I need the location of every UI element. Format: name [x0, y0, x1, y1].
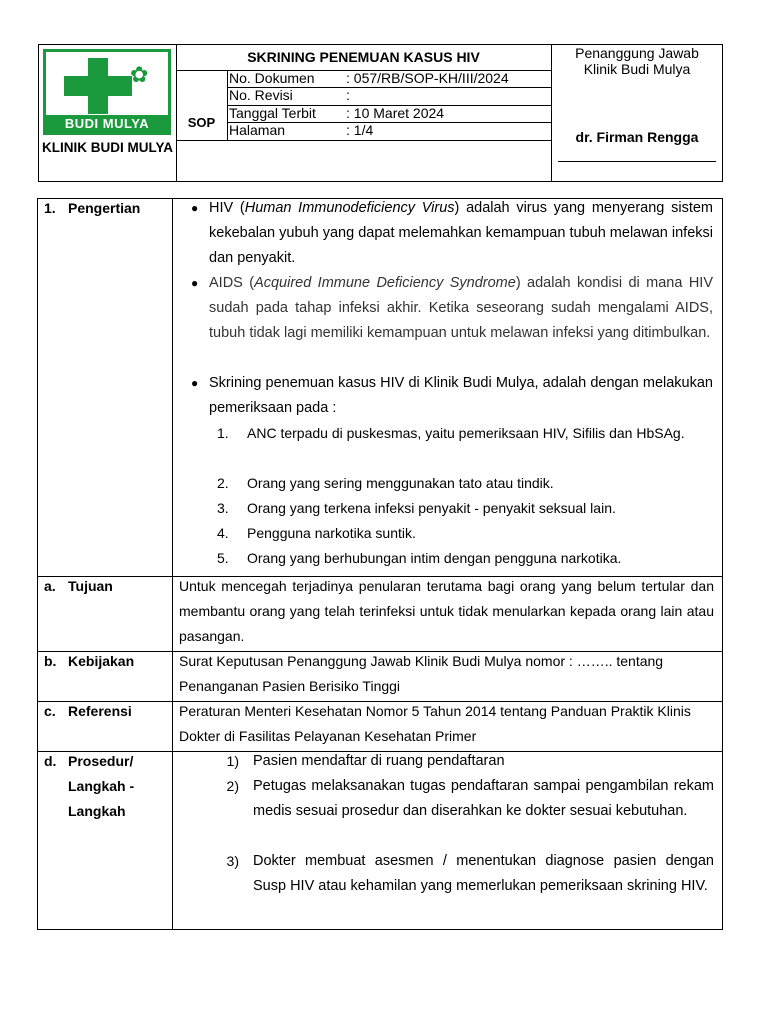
procedure-step: Petugas melaksanakan tugas pendaftaran sampai pengambilan rekam medis sesuai prosedur dan diserahkan ke dokter sesuai kebutuhan. [253, 778, 714, 819]
clinic-name: KLINIK BUDI MULYA [41, 140, 173, 155]
definition-aids: AIDS (Acquired Immune Deficiency Syndrome) adalah kondisi di mana HIV sudah pada tahap infeksi akhir. Ketika seseorang sudah mengalami AIDS, tubuh tidak lagi memiliki kemampuan untuk melawan infeksi yang ditimbulkan. [209, 275, 713, 341]
section-pengertian-label: 1. Pengertian [44, 200, 141, 216]
screening-description: Skrining penemuan kasus HIV di Klinik Budi Mulya, adalah dengan melakukan pemeriksaan pada : [209, 375, 713, 416]
responsible-title: Penanggung Jawab Klinik Budi Mulya [575, 45, 699, 77]
definition-hiv: HIV (Human Immunodeficiency Virus) adalah virus yang menyerang sistem kekebalan yubuh yang dapat melemahkan kemampuan tubuh melawan infeksi dan penyakit. [209, 200, 713, 266]
section-pengertian-content: ● HIV (Human Immunodeficiency Virus) adalah virus yang menyerang sistem kekebalan yubuh yang dapat melemahkan kemampuan tubuh melawan infeksi dan penyakit. ● AIDS (Acquired Immune Deficiency Syndrome) adalah kondisi di mana HIV sudah pada tahap infeksi akhir. Ketika seseorang sudah mengalami AIDS, tubuh tidak lagi memiliki kemampuan untuk melawan infeksi yang ditimbulkan. ● Skrining penemuan kasus HIV di Klinik Budi Mulya, adalah dengan melakukan pemeriksaan pada : 1. ANC terpadu di puskesmas, yaitu pemeriksaan HIV, Sifilis dan HbSAg. 2. Orang yang sering menggunakan tato atau tindik. 3. Orang yang terkena infeksi penyakit - penyakit seksual lain. 4. Pengguna narkotika suntik. 5. Orang yang berhubungan intim dengan pengguna narkotika. [179, 196, 714, 574]
list-item: Orang yang terkena infeksi penyakit - penyakit seksual lain. [247, 500, 616, 516]
section-referensi-content: Peraturan Menteri Kesehatan Nomor 5 Tahun 2014 tentang Panduan Praktik Klinis Dokter di Fasilitas Pelayanan Kesehatan Primer [179, 703, 691, 744]
procedure-step: Dokter membuat asesmen / menentukan diagnose pasien dengan Susp HIV atau kehamilan yang memerlukan pemeriksaan skrining HIV. [253, 853, 714, 894]
document-title: SKRINING PENEMUAN KASUS HIV [247, 49, 480, 65]
list-item: Orang yang sering menggunakan tato atau tindik. [247, 475, 554, 491]
section-kebijakan-label: b. Kebijakan [44, 653, 135, 669]
section-prosedur-content: 1) Pasien mendaftar di ruang pendaftaran 2) Petugas melaksanakan tugas pendaftaran sampai pengambilan rekam medis sesuai prosedur dan diserahkan ke dokter sesuai kebutuhan. 3) Dokter membuat asesmen / menentukan diagnose pasien dengan Susp HIV atau kehamilan yang memerlukan pemeriksaan skrining HIV. [179, 749, 714, 924]
header-table: ✿ BUDI MULYA KLINIK BUDI MULYA SKRINING PENEMUAN KASUS HIV SOP No. Dokumen : 057/RB/SOP-KH/III/2024 No. Revisi : Tanggal Terbit : 10 Maret 2024 Halaman : 1/4 Penanggung Jawab Klinik Budi Mulya dr. Firman Rengga [38, 44, 723, 182]
logo-text: BUDI MULYA [46, 115, 168, 132]
signatory-name: dr. Firman Rengga [575, 129, 699, 145]
section-prosedur-label: d. Prosedur/ Langkah - Langkah [44, 753, 135, 819]
sop-content-table [37, 198, 723, 930]
procedure-step: Pasien mendaftar di ruang pendaftaran [253, 753, 505, 769]
signature-line [558, 161, 716, 162]
list-item: Pengguna narkotika suntik. [247, 525, 416, 541]
list-item: ANC terpadu di puskesmas, yaitu pemeriksaan HIV, Sifilis dan HbSAg. [247, 425, 685, 441]
section-referensi-label: c. Referensi [44, 703, 132, 719]
section-tujuan-label: a. Tujuan [44, 578, 113, 594]
clinic-logo [39, 45, 176, 140]
sop-label: SOP [187, 115, 216, 130]
section-tujuan-content: Untuk mencegah terjadinya penularan terutama bagi orang yang belum tertular dan membantu orang yang telah terinfeksi untuk tidak menularkan kepada orang lain atau pasangan. [179, 578, 714, 644]
section-kebijakan-content: Surat Keputusan Penanggung Jawab Klinik Budi Mulya nomor : …….. tentang Penanganan Pasien Berisiko Tinggi [179, 653, 664, 694]
list-item: Orang yang berhubungan intim dengan pengguna narkotika. [247, 550, 622, 566]
flower-icon: ✿ [130, 62, 149, 87]
